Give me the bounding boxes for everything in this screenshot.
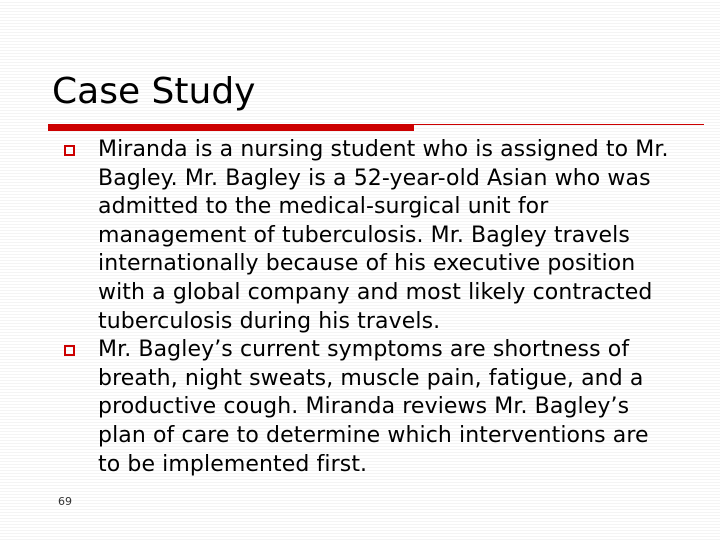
bullet-text: Mr. Bagley’s current symptoms are shortness of breath, night sweats, muscle pain, fatigue, and a productive cough. Miranda reviews Mr. Bagley’s plan of care to determine which interventions are to be implemented first. — [98, 337, 649, 477]
bullet-list — [60, 136, 670, 479]
hollow-square-bullet-icon — [64, 145, 75, 156]
bullet-item-current-symptoms — [60, 336, 670, 479]
bullet-text: Miranda is a nursing student who is assigned to Mr. Bagley. Mr. Bagley is a 52-year-old Asian who was admitted to the medical-surgical unit for management of tuberculosis. Mr. Bagley travels internationally because of his executive position with a global company and most likely contracted tuberculosis during his travels. — [98, 137, 669, 334]
title-accent-bar — [48, 124, 414, 131]
page-number: 69 — [58, 495, 72, 508]
slide-title: Case Study — [52, 71, 256, 112]
hollow-square-bullet-icon — [64, 345, 75, 356]
bullet-item-case-background — [60, 136, 670, 336]
